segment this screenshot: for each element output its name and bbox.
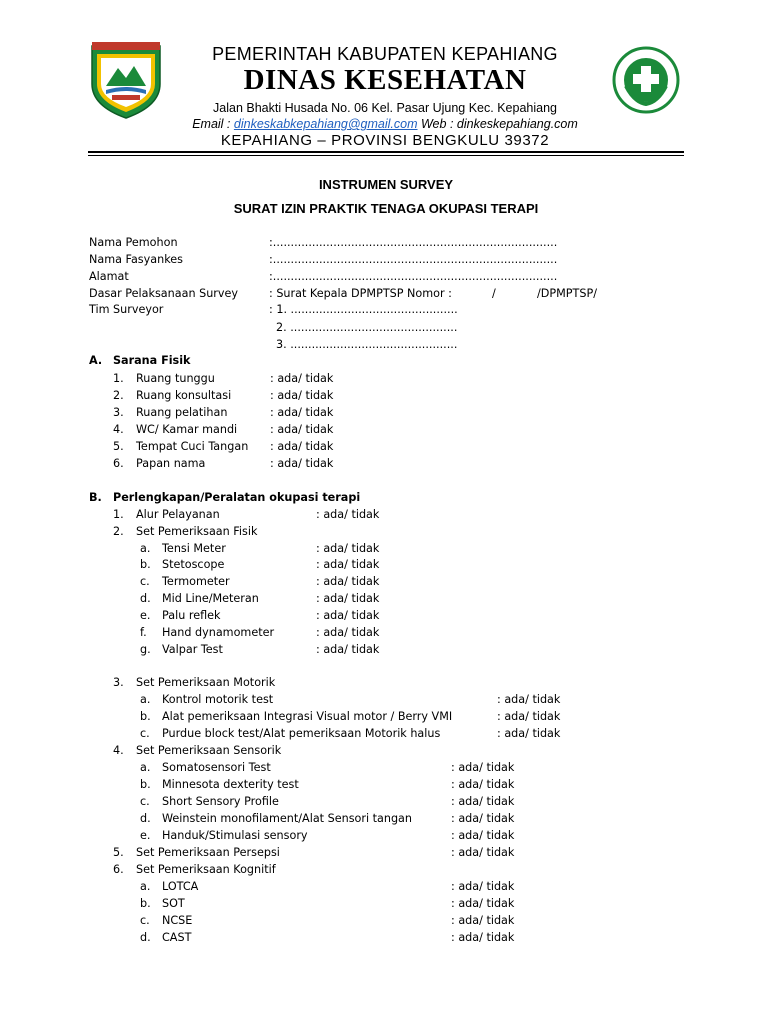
list-item-label: Somatosensori Test — [162, 761, 271, 774]
list-item-letter: b. — [140, 897, 151, 910]
subsection-number: 5. — [113, 846, 124, 859]
list-item-letter: c. — [140, 575, 150, 588]
field-blank-pemohon: :................................................................................ — [269, 236, 558, 249]
list-item-label: Kontrol motorik test — [162, 693, 274, 706]
field-blank-alamat: :................................................................................ — [269, 270, 558, 283]
list-item-letter: a. — [140, 693, 151, 706]
kop-address: Jalan Bhakti Husada No. 06 Kel. Pasar Ujung Kec. Kepahiang — [213, 101, 557, 115]
subsection-number: 2. — [113, 525, 124, 538]
list-item-status: : ada/ tidak — [316, 626, 380, 639]
field-label-fasyankes: Nama Fasyankes — [89, 253, 183, 266]
list-item-label: Alat pemeriksaan Integrasi Visual motor / Berry VMI — [162, 710, 453, 723]
list-item-letter: e. — [140, 609, 151, 622]
list-item-status: : ada/ tidak — [451, 880, 515, 893]
field-tim-3: 3. ............................................... — [276, 338, 458, 351]
list-item-label: Minnesota dexterity test — [162, 778, 299, 791]
list-item-status: : ada/ tidak — [451, 812, 515, 825]
kop-divider-thick — [88, 151, 684, 153]
section-b-title: Perlengkapan/Peralatan okupasi terapi — [113, 491, 361, 504]
list-item-status: : ada/ tidak — [316, 542, 380, 555]
list-item-status: : ada/ tidak — [451, 914, 515, 927]
list-item-label: Papan nama — [136, 457, 206, 470]
list-item-number: 2. — [113, 389, 124, 402]
list-item-status: : ada/ tidak — [316, 558, 380, 571]
field-dasar-slash: / — [492, 287, 496, 300]
list-item-label: Short Sensory Profile — [162, 795, 279, 808]
list-item-status: : ada/ tidak — [316, 592, 380, 605]
list-item-letter: a. — [140, 761, 151, 774]
list-item-label: Ruang tunggu — [136, 372, 215, 385]
list-item-label: Alur Pelayanan — [136, 508, 220, 521]
list-item-letter: e. — [140, 829, 151, 842]
field-value-dasar: : Surat Kepala DPMPTSP Nomor : — [269, 287, 452, 300]
email-link[interactable]: dinkeskabkepahiang@gmail.com — [233, 117, 418, 131]
list-item-letter: d. — [140, 592, 151, 605]
list-item-label: Valpar Test — [162, 643, 223, 656]
list-item-number: 1. — [113, 372, 124, 385]
list-item-number: 6. — [113, 457, 124, 470]
subsection-title: Set Pemeriksaan Kognitif — [136, 863, 276, 876]
list-item-letter: c. — [140, 795, 150, 808]
list-item-status: : ada/ tidak — [497, 727, 561, 740]
list-item-status: : ada/ tidak — [316, 643, 380, 656]
list-item-label: Mid Line/Meteran — [162, 592, 259, 605]
document-title: INSTRUMEN SURVEY — [318, 177, 454, 192]
list-item-status: : ada/ tidak — [316, 508, 380, 521]
list-item-status: : ada/ tidak — [270, 389, 334, 402]
list-item-status: : ada/ tidak — [270, 423, 334, 436]
field-label-dasar: Dasar Pelaksanaan Survey — [89, 287, 239, 300]
list-item-letter: f. — [140, 626, 147, 639]
list-item-number: 4. — [113, 423, 124, 436]
kop-contact — [160, 117, 610, 131]
list-item-label: SOT — [162, 897, 185, 910]
list-item-status: : ada/ tidak — [451, 795, 515, 808]
list-item-number: 5. — [113, 440, 124, 453]
list-item-status: : ada/ tidak — [451, 778, 515, 791]
list-item-letter: d. — [140, 931, 151, 944]
field-blank-fasyankes: :................................................................................ — [269, 253, 558, 266]
list-item-letter: d. — [140, 812, 151, 825]
list-item-number: 1. — [113, 508, 124, 521]
list-item-number: 3. — [113, 406, 124, 419]
section-a-title: Sarana Fisik — [113, 354, 191, 367]
document-subtitle: SURAT IZIN PRAKTIK TENAGA OKUPASI TERAPI — [233, 201, 539, 216]
list-item-label: Tensi Meter — [162, 542, 226, 555]
list-item-label: CAST — [162, 931, 192, 944]
field-tim-1: : 1. ............................................... — [269, 303, 458, 316]
list-item-status: : ada/ tidak — [270, 372, 334, 385]
list-item-status: : ada/ tidak — [270, 406, 334, 419]
subsection-number: 6. — [113, 863, 124, 876]
list-item-label: WC/ Kamar mandi — [136, 423, 238, 436]
section-b-letter: B. — [89, 491, 102, 504]
field-label-tim: Tim Surveyor — [89, 303, 164, 316]
field-label-alamat: Alamat — [89, 270, 129, 283]
list-item-status: : ada/ tidak — [316, 609, 380, 622]
section-a-letter: A. — [89, 354, 103, 367]
subsection-title: Set Pemeriksaan Fisik — [136, 525, 258, 538]
list-item-label: Termometer — [162, 575, 230, 588]
list-item-label: Weinstein monofilament/Alat Sensori tangan — [162, 812, 413, 825]
list-item-letter: c. — [140, 914, 150, 927]
list-item-label: Stetoscope — [162, 558, 225, 571]
list-item-label: Ruang pelatihan — [136, 406, 228, 419]
list-item-label: LOTCA — [162, 880, 199, 893]
list-item-label: Tempat Cuci Tangan — [136, 440, 249, 453]
subsection-title: Set Pemeriksaan Persepsi — [136, 846, 280, 859]
list-item-letter: g. — [140, 643, 151, 656]
email-label: Email : — [192, 117, 234, 131]
list-item-status: : ada/ tidak — [451, 829, 515, 842]
list-item-label: Hand dynamometer — [162, 626, 275, 639]
list-item-status: : ada/ tidak — [451, 897, 515, 910]
subsection-title: Set Pemeriksaan Motorik — [136, 676, 276, 689]
kop-province: KEPAHIANG – PROVINSI BENGKULU 39372 — [220, 132, 550, 149]
kop-office-name: DINAS KESEHATAN — [243, 64, 527, 96]
list-item-letter: c. — [140, 727, 150, 740]
list-item-letter: b. — [140, 558, 151, 571]
subsection-number: 4. — [113, 744, 124, 757]
kop-divider-thin — [88, 155, 684, 156]
list-item-status: : ada/ tidak — [316, 575, 380, 588]
kop-government-name: PEMERINTAH KABUPATEN KEPAHIANG — [212, 44, 558, 64]
field-label-pemohon: Nama Pemohon — [89, 236, 178, 249]
field-dasar-suffix: /DPMPTSP/ — [537, 287, 597, 300]
list-item-label: Purdue block test/Alat pemeriksaan Motorik halus — [162, 727, 441, 740]
list-item-letter: b. — [140, 710, 151, 723]
list-item-label: Ruang konsultasi — [136, 389, 232, 402]
list-item-status: : ada/ tidak — [451, 761, 515, 774]
list-item-letter: a. — [140, 542, 151, 555]
bakti-husada-logo — [612, 46, 680, 114]
web-label: Web : dinkeskepahiang.com — [417, 117, 578, 131]
list-item-status: : ada/ tidak — [497, 693, 561, 706]
list-item-label: Handuk/Stimulasi sensory — [162, 829, 308, 842]
list-item-letter: b. — [140, 778, 151, 791]
list-item-letter: a. — [140, 880, 151, 893]
list-item-status: : ada/ tidak — [270, 440, 334, 453]
list-item-status: : ada/ tidak — [497, 710, 561, 723]
list-item-status: : ada/ tidak — [451, 931, 515, 944]
kabupaten-kepahiang-logo — [88, 40, 164, 120]
list-item-status: : ada/ tidak — [270, 457, 334, 470]
subsection-number: 3. — [113, 676, 124, 689]
list-item-status: : ada/ tidak — [451, 846, 515, 859]
list-item-label: NCSE — [162, 914, 193, 927]
subsection-title: Set Pemeriksaan Sensorik — [136, 744, 282, 757]
list-item-label: Palu reflek — [162, 609, 221, 622]
field-tim-2: 2. ............................................... — [276, 321, 458, 334]
